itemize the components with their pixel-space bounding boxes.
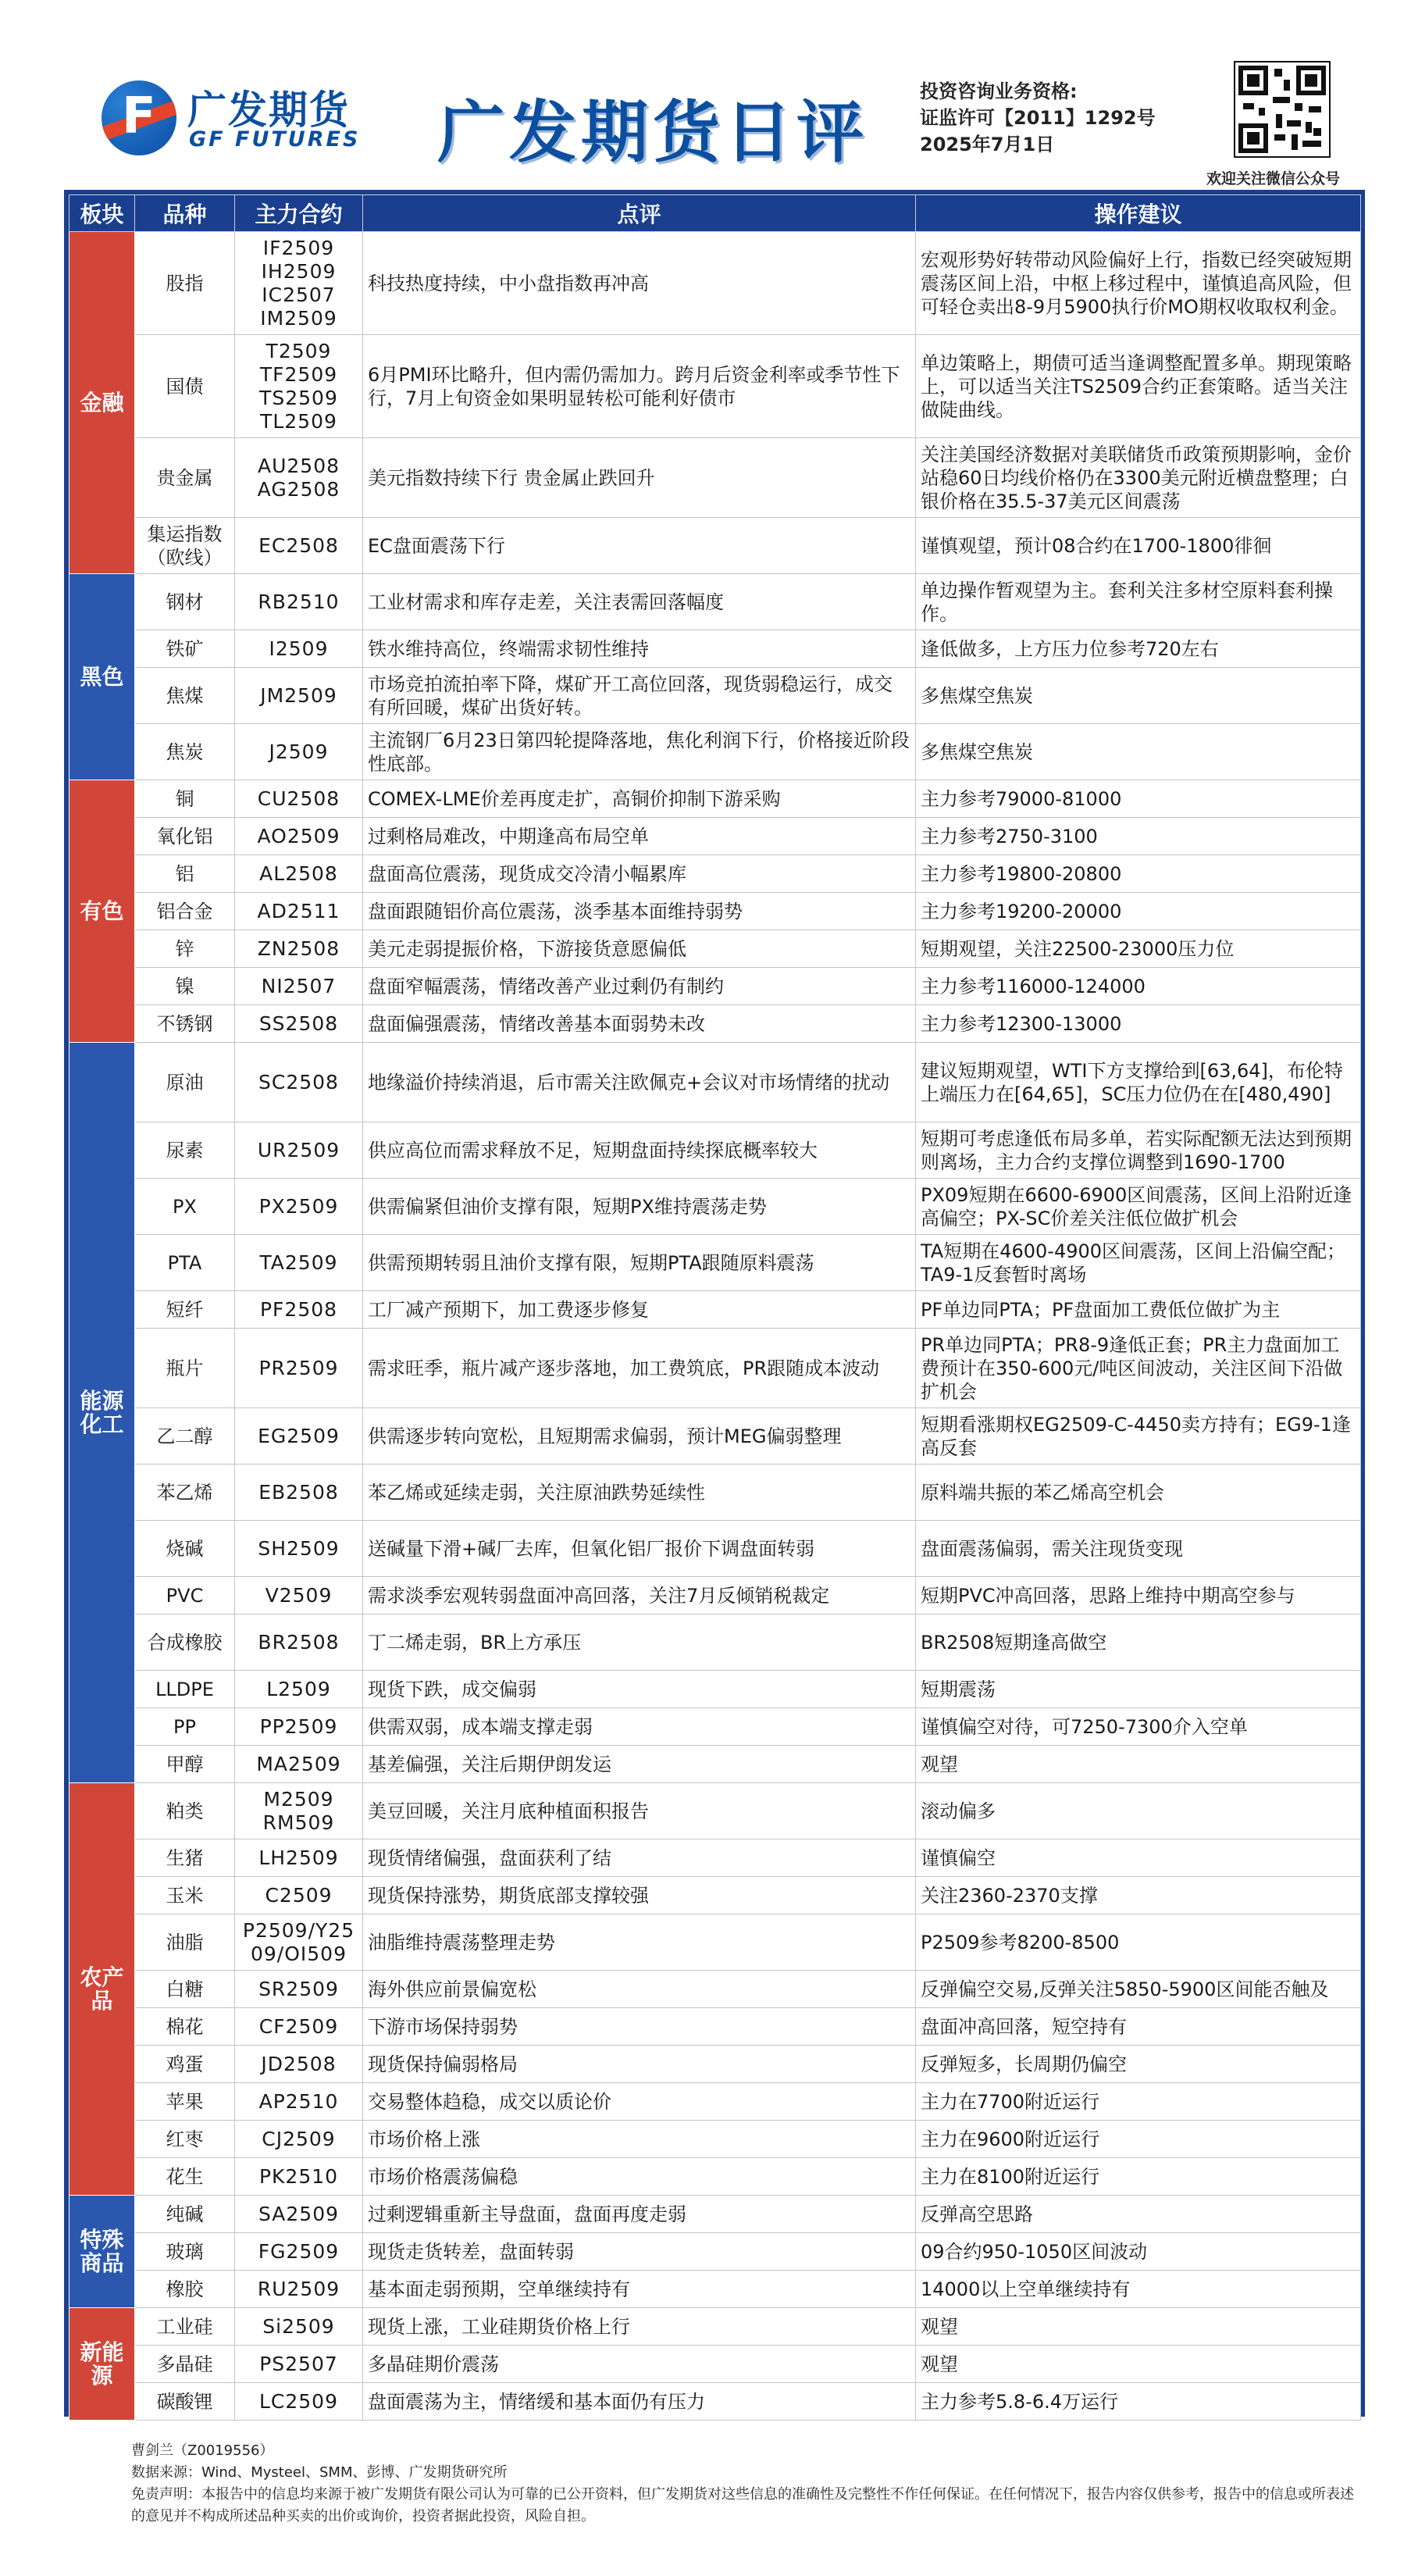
report-title: 广发期货日评: [437, 94, 868, 172]
variety-cell: 苯乙烯: [135, 1465, 235, 1521]
table-row: [69, 968, 1361, 1005]
table-row: [69, 2083, 1361, 2121]
contract-cell: AP2510: [235, 2083, 363, 2121]
comment-cell: 盘面高位震荡，现货成交冷清小幅累库: [363, 855, 916, 893]
table-row: [69, 2271, 1361, 2308]
contract-cell: RU2509: [235, 2271, 363, 2308]
advice-cell: 09合约950-1050区间波动: [916, 2233, 1361, 2271]
variety-cell: 多晶硅: [135, 2346, 235, 2383]
comment-cell: 苯乙烯或延续走弱，关注原油跌势延续性: [363, 1465, 916, 1521]
table-row: [69, 1408, 1361, 1465]
contract-cell: JD2508: [235, 2046, 363, 2083]
advice-cell: 关注美国经济数据对美联储货币政策预期影响，金价站稳60日均线价格仍在3300美元附近横盘整理；白银价格在35.5-37美元区间震荡: [916, 438, 1361, 518]
table-header-row: [69, 195, 1361, 232]
table-row: [69, 780, 1361, 818]
table-row: [69, 930, 1361, 968]
advice-cell: 主力参考19200-20000: [916, 893, 1361, 930]
table-row: [69, 2233, 1361, 2271]
contract-cell: J2509: [235, 724, 363, 780]
table-row: [69, 630, 1361, 668]
table-row: [69, 818, 1361, 855]
advice-cell: 14000以上空单继续持有: [916, 2271, 1361, 2308]
comment-cell: 供需偏紧但油价支撑有限，短期PX维持震荡走势: [363, 1179, 916, 1235]
table-row: [69, 1614, 1361, 1671]
comment-cell: 现货走货转差，盘面转弱: [363, 2233, 916, 2271]
variety-cell: 镍: [135, 968, 235, 1005]
contract-cell: SR2509: [235, 1971, 363, 2008]
qr-code-icon: [1234, 61, 1331, 158]
column-header-advice: 操作建议: [916, 195, 1361, 232]
table-row: [69, 668, 1361, 724]
variety-cell: 粕类: [135, 1783, 235, 1839]
contract-cell: CF2509: [235, 2008, 363, 2046]
comment-cell: 现货保持涨势，期货底部支撑较强: [363, 1877, 916, 1914]
table-row: [69, 574, 1361, 630]
comment-cell: 现货保持偏弱格局: [363, 2046, 916, 2083]
contract-cell: T2509 TF2509 TS2509 TL2509: [235, 335, 363, 438]
variety-cell: 纯碱: [135, 2196, 235, 2233]
advice-cell: 主力在8100附近运行: [916, 2158, 1361, 2196]
contract-cell: PS2507: [235, 2346, 363, 2383]
variety-cell: 铝: [135, 855, 235, 893]
comment-cell: 美元指数持续下行 贵金属止跌回升: [363, 438, 916, 518]
comment-cell: 过剩格局难改，中期逢高布局空单: [363, 818, 916, 855]
variety-cell: 玻璃: [135, 2233, 235, 2271]
column-header-contract: 主力合约: [235, 195, 363, 232]
contract-cell: SC2508: [235, 1043, 363, 1122]
table-row: [69, 2383, 1361, 2421]
variety-cell: PX: [135, 1179, 235, 1235]
table-row: [69, 1329, 1361, 1408]
sector-label: 金融: [69, 232, 135, 574]
variety-cell: 白糖: [135, 1971, 235, 2008]
analyst-credit: 曹剑兰（Z0019556）: [131, 2442, 274, 2459]
comment-cell: 铁水维持高位，终端需求韧性维持: [363, 630, 916, 668]
variety-cell: 焦炭: [135, 724, 235, 780]
advice-cell: 盘面震荡偏弱，需关注现货变现: [916, 1521, 1361, 1577]
variety-cell: 铁矿: [135, 630, 235, 668]
advice-cell: 建议短期观望，WTI下方支撑给到[63,64]，布伦特上端压力在[64,65]，SC压力位仍在在[480,490]: [916, 1043, 1361, 1122]
comment-cell: 市场价格震荡偏稳: [363, 2158, 916, 2196]
comment-cell: 基本面走弱预期，空单继续持有: [363, 2271, 916, 2308]
contract-cell: FG2509: [235, 2233, 363, 2271]
variety-cell: 鸡蛋: [135, 2046, 235, 2083]
table-row: [69, 1746, 1361, 1783]
variety-cell: 铜: [135, 780, 235, 818]
qualification-info: [920, 78, 1156, 158]
comment-cell: 盘面跟随铝价高位震荡，淡季基本面维持弱势: [363, 893, 916, 930]
column-header-sector: 板块: [69, 195, 135, 232]
variety-cell: 尿素: [135, 1122, 235, 1179]
contract-cell: ZN2508: [235, 930, 363, 968]
table-row: [69, 232, 1361, 335]
license-number: 证监许可【2011】1292号: [920, 107, 1156, 129]
table-row: [69, 1043, 1361, 1122]
comment-cell: 送碱量下滑+碱厂去库，但氧化铝厂报价下调盘面转弱: [363, 1521, 916, 1577]
advice-cell: 原料端共振的苯乙烯高空机会: [916, 1465, 1361, 1521]
table-row: [69, 1122, 1361, 1179]
contract-cell: Si2509: [235, 2308, 363, 2346]
variety-cell: 乙二醇: [135, 1408, 235, 1465]
comment-cell: 盘面偏强震荡，情绪改善基本面弱势未改: [363, 1005, 916, 1043]
advice-cell: 主力在9600附近运行: [916, 2121, 1361, 2158]
variety-cell: 股指: [135, 232, 235, 335]
advice-cell: TA短期在4600-4900区间震荡，区间上沿偏空配；TA9-1反套暂时离场: [916, 1235, 1361, 1291]
contract-cell: PK2510: [235, 2158, 363, 2196]
comment-cell: 基差偏强，关注后期伊朗发运: [363, 1746, 916, 1783]
variety-cell: PTA: [135, 1235, 235, 1291]
contract-cell: SS2508: [235, 1005, 363, 1043]
comment-cell: 现货情绪偏强，盘面获利了结: [363, 1839, 916, 1877]
advice-cell: 主力参考2750-3100: [916, 818, 1361, 855]
advice-cell: 短期可考虑逢低布局多单，若实际配额无法达到预期则离场，主力合约支撑位调整到1690-1700: [916, 1122, 1361, 1179]
sector-label: 黑色: [69, 574, 135, 780]
contract-cell: BR2508: [235, 1614, 363, 1671]
table-row: [69, 1671, 1361, 1708]
comment-cell: 市场竞拍流拍率下降，煤矿开工高位回落，现货弱稳运行，成交有所回暖，煤矿出货好转。: [363, 668, 916, 724]
contract-cell: NI2507: [235, 968, 363, 1005]
logo-chinese-name: 广发期货: [187, 87, 350, 133]
variety-cell: 甲醇: [135, 1746, 235, 1783]
comment-cell: 美元走弱提振价格，下游接货意愿偏低: [363, 930, 916, 968]
variety-cell: 烧碱: [135, 1521, 235, 1577]
advice-cell: 谨慎观望，预计08合约在1700-1800徘徊: [916, 518, 1361, 574]
table-row: [69, 2158, 1361, 2196]
variety-cell: 原油: [135, 1043, 235, 1122]
contract-cell: V2509: [235, 1577, 363, 1614]
comment-cell: 现货上涨，工业硅期货价格上行: [363, 2308, 916, 2346]
table-row: [69, 1465, 1361, 1521]
gf-logo-icon: F: [102, 80, 176, 155]
comment-cell: 油脂维持震荡整理走势: [363, 1914, 916, 1971]
advice-cell: 观望: [916, 2346, 1361, 2383]
contract-cell: CJ2509: [235, 2121, 363, 2158]
advice-cell: 盘面冲高回落，短空持有: [916, 2008, 1361, 2046]
comment-cell: 交易整体趋稳，成交以质论价: [363, 2083, 916, 2121]
contract-cell: UR2509: [235, 1122, 363, 1179]
table-row: [69, 724, 1361, 780]
contract-cell: RB2510: [235, 574, 363, 630]
variety-cell: 钢材: [135, 574, 235, 630]
table-row: [69, 1708, 1361, 1746]
advice-cell: 反弹偏空交易,反弹关注5850-5900区间能否触及: [916, 1971, 1361, 2008]
advice-cell: 主力参考116000-124000: [916, 968, 1361, 1005]
table-row: [69, 2308, 1361, 2346]
variety-cell: 贵金属: [135, 438, 235, 518]
advice-cell: 反弹短多，长周期仍偏空: [916, 2046, 1361, 2083]
contract-cell: PR2509: [235, 1329, 363, 1408]
advice-cell: BR2508短期逢高做空: [916, 1614, 1361, 1671]
disclaimer: 免责声明：本报告中的信息均来源于被广发期货有限公司认为可靠的已公开资料，但广发期货对这些信息的准确性及完整性不作任何保证。在任何情况下，报告内容仅供参考，报告中的信息或所表述的意见并不构成所述品种买卖的出价或询价，投资者据此投资，风险自担。: [131, 2486, 1354, 2524]
logo-english-name: GF FUTURES: [189, 127, 361, 152]
contract-cell: TA2509: [235, 1235, 363, 1291]
variety-cell: PP: [135, 1708, 235, 1746]
table-row: [69, 1291, 1361, 1329]
advice-cell: PR单边同PTA；PR8-9逢低正套；PR主力盘面加工费预计在350-600元/吨区间波动，关注区间下沿做扩机会: [916, 1329, 1361, 1408]
advice-cell: 单边操作暂观望为主。套利关注多材空原料套利操作。: [916, 574, 1361, 630]
comment-cell: 盘面震荡为主，情绪缓和基本面仍有压力: [363, 2383, 916, 2421]
comment-cell: EC盘面震荡下行: [363, 518, 916, 574]
advice-cell: 多焦煤空焦炭: [916, 668, 1361, 724]
table-row: [69, 1521, 1361, 1577]
variety-cell: 玉米: [135, 1877, 235, 1914]
comment-cell: 盘面窄幅震荡，情绪改善产业过剩仍有制约: [363, 968, 916, 1005]
comment-cell: 地缘溢价持续消退，后市需关注欧佩克+会议对市场情绪的扰动: [363, 1043, 916, 1122]
advice-cell: 观望: [916, 1746, 1361, 1783]
comment-cell: 科技热度持续，中小盘指数再冲高: [363, 232, 916, 335]
contract-cell: PF2508: [235, 1291, 363, 1329]
contract-cell: PX2509: [235, 1179, 363, 1235]
advice-cell: 短期观望，关注22500-23000压力位: [916, 930, 1361, 968]
variety-cell: 集运指数 （欧线）: [135, 518, 235, 574]
variety-cell: 氧化铝: [135, 818, 235, 855]
contract-cell: L2509: [235, 1671, 363, 1708]
advice-cell: 短期看涨期权EG2509-C-4450卖方持有；EG9-1逢高反套: [916, 1408, 1361, 1465]
contract-cell: P2509/Y25 09/OI509: [235, 1914, 363, 1971]
advice-cell: 主力参考19800-20800: [916, 855, 1361, 893]
contract-cell: EB2508: [235, 1465, 363, 1521]
variety-cell: 焦煤: [135, 668, 235, 724]
variety-cell: 红枣: [135, 2121, 235, 2158]
daily-review-table: [64, 190, 1365, 2417]
table-row: [69, 1179, 1361, 1235]
sector-label: 有色: [69, 780, 135, 1043]
table-row: [69, 2346, 1361, 2383]
table-row: [69, 1005, 1361, 1043]
contract-cell: MA2509: [235, 1746, 363, 1783]
table-row: [69, 438, 1361, 518]
comment-cell: 丁二烯走弱，BR上方承压: [363, 1614, 916, 1671]
advice-cell: P2509参考8200-8500: [916, 1914, 1361, 1971]
advice-cell: 谨慎偏空对待，可7250-7300介入空单: [916, 1708, 1361, 1746]
advice-cell: 谨慎偏空: [916, 1839, 1361, 1877]
advice-cell: 主力参考12300-13000: [916, 1005, 1361, 1043]
comment-cell: 供需预期转弱且油价支撑有限，短期PTA跟随原料震荡: [363, 1235, 916, 1291]
comment-cell: 供需逐步转向宽松，且短期需求偏弱，预计MEG偏弱整理: [363, 1408, 916, 1465]
sector-label: 能源 化工: [69, 1043, 135, 1783]
contract-cell: AU2508 AG2508: [235, 438, 363, 518]
comment-cell: 现货下跌，成交偏弱: [363, 1671, 916, 1708]
table-row: [69, 2121, 1361, 2158]
table-row: [69, 1877, 1361, 1914]
variety-cell: 油脂: [135, 1914, 235, 1971]
variety-cell: 合成橡胶: [135, 1614, 235, 1671]
table-row: [69, 893, 1361, 930]
variety-cell: 橡胶: [135, 2271, 235, 2308]
report-header: [0, 0, 1411, 187]
advice-cell: 滚动偏多: [916, 1783, 1361, 1839]
comment-cell: 市场价格上涨: [363, 2121, 916, 2158]
table-row: [69, 2196, 1361, 2233]
column-header-variety: 品种: [135, 195, 235, 232]
sector-label: 农产品: [69, 1783, 135, 2196]
comment-cell: 需求旺季，瓶片减产逐步落地，加工费筑底，PR跟随成本波动: [363, 1329, 916, 1408]
advice-cell: 宏观形势好转带动风险偏好上行，指数已经突破短期震荡区间上沿，中枢上移过程中，谨慎追高风险，但可轻仓卖出8-9月5900执行价MO期权收取权利金。: [916, 232, 1361, 335]
table-row: [69, 2008, 1361, 2046]
qualification-line: 投资咨询业务资格:: [920, 80, 1078, 102]
variety-cell: 锌: [135, 930, 235, 968]
comment-cell: 多晶硅期价震荡: [363, 2346, 916, 2383]
contract-cell: EC2508: [235, 518, 363, 574]
table-row: [69, 518, 1361, 574]
contract-cell: CU2508: [235, 780, 363, 818]
table-row: [69, 855, 1361, 893]
report-footer: [131, 2440, 1365, 2528]
advice-cell: 多焦煤空焦炭: [916, 724, 1361, 780]
table-row: [69, 1839, 1361, 1877]
table-row: [69, 1914, 1361, 1971]
qr-caption: 欢迎关注微信公众号: [1206, 170, 1341, 187]
advice-cell: 短期PVC冲高回落，思路上维持中期高空参与: [916, 1577, 1361, 1614]
contract-cell: M2509 RM509: [235, 1783, 363, 1839]
advice-cell: PF单边同PTA；PF盘面加工费低位做扩为主: [916, 1291, 1361, 1329]
advice-cell: 主力在7700附近运行: [916, 2083, 1361, 2121]
advice-cell: 反弹高空思路: [916, 2196, 1361, 2233]
contract-cell: IF2509 IH2509 IC2507 IM2509: [235, 232, 363, 335]
contract-cell: C2509: [235, 1877, 363, 1914]
variety-cell: LLDPE: [135, 1671, 235, 1708]
contract-cell: SA2509: [235, 2196, 363, 2233]
report-date: 2025年7月1日: [920, 134, 1055, 155]
comment-cell: 过剩逻辑重新主导盘面，盘面再度走弱: [363, 2196, 916, 2233]
company-logo: [102, 74, 367, 160]
contract-cell: JM2509: [235, 668, 363, 724]
variety-cell: 铝合金: [135, 893, 235, 930]
advice-cell: 单边策略上，期债可适当逢调整配置多单。期现策略上，可以适当关注TS2509合约正套策略。适当关注做陡曲线。: [916, 335, 1361, 438]
contract-cell: PP2509: [235, 1708, 363, 1746]
sector-label: 特殊 商品: [69, 2196, 135, 2308]
advice-cell: 观望: [916, 2308, 1361, 2346]
comment-cell: 主流钢厂6月23日第四轮提降落地，焦化利润下行，价格接近阶段性底部。: [363, 724, 916, 780]
comment-cell: 工业材需求和库存走差，关注表需回落幅度: [363, 574, 916, 630]
variety-cell: 短纤: [135, 1291, 235, 1329]
comment-cell: 下游市场保持弱势: [363, 2008, 916, 2046]
advice-cell: 逢低做多，上方压力位参考720左右: [916, 630, 1361, 668]
table-row: [69, 2046, 1361, 2083]
comment-cell: 工厂减产预期下，加工费逐步修复: [363, 1291, 916, 1329]
comment-cell: 海外供应前景偏宽松: [363, 1971, 916, 2008]
comment-cell: 6月PMI环比略升，但内需仍需加力。跨月后资金利率或季节性下行，7月上旬资金如果明显转松可能利好债市: [363, 335, 916, 438]
contract-cell: AD2511: [235, 893, 363, 930]
advice-cell: 主力参考5.8-6.4万运行: [916, 2383, 1361, 2421]
advice-cell: PX09短期在6600-6900区间震荡，区间上沿附近逢高偏空；PX-SC价差关注低位做扩机会: [916, 1179, 1361, 1235]
sector-label: 新能源: [69, 2308, 135, 2421]
contract-cell: AL2508: [235, 855, 363, 893]
contract-cell: LH2509: [235, 1839, 363, 1877]
contract-cell: LC2509: [235, 2383, 363, 2421]
comment-cell: COMEX-LME价差再度走扩，高铜价抑制下游采购: [363, 780, 916, 818]
column-header-comment: 点评: [363, 195, 916, 232]
variety-cell: 生猪: [135, 1839, 235, 1877]
contract-cell: AO2509: [235, 818, 363, 855]
variety-cell: 国债: [135, 335, 235, 438]
comment-cell: 美豆回暖，关注月底种植面积报告: [363, 1783, 916, 1839]
variety-cell: 工业硅: [135, 2308, 235, 2346]
comment-cell: 供应高位而需求释放不足，短期盘面持续探底概率较大: [363, 1122, 916, 1179]
variety-cell: 不锈钢: [135, 1005, 235, 1043]
comment-cell: 供需双弱，成本端支撑走弱: [363, 1708, 916, 1746]
variety-cell: 棉花: [135, 2008, 235, 2046]
table-row: [69, 335, 1361, 438]
contract-cell: I2509: [235, 630, 363, 668]
comment-cell: 需求淡季宏观转弱盘面冲高回落，关注7月反倾销税裁定: [363, 1577, 916, 1614]
table-row: [69, 1235, 1361, 1291]
contract-cell: SH2509: [235, 1521, 363, 1577]
data-source: 数据来源：Wind、Mysteel、SMM、彭博、广发期货研究所: [131, 2464, 508, 2481]
table-row: [69, 1783, 1361, 1839]
table-row: [69, 1971, 1361, 2008]
advice-cell: 主力参考79000-81000: [916, 780, 1361, 818]
advice-cell: 关注2360-2370支撑: [916, 1877, 1361, 1914]
contract-cell: EG2509: [235, 1408, 363, 1465]
table-row: [69, 1577, 1361, 1614]
variety-cell: 苹果: [135, 2083, 235, 2121]
advice-cell: 短期震荡: [916, 1671, 1361, 1708]
variety-cell: 碳酸锂: [135, 2383, 235, 2421]
variety-cell: PVC: [135, 1577, 235, 1614]
variety-cell: 瓶片: [135, 1329, 235, 1408]
variety-cell: 花生: [135, 2158, 235, 2196]
